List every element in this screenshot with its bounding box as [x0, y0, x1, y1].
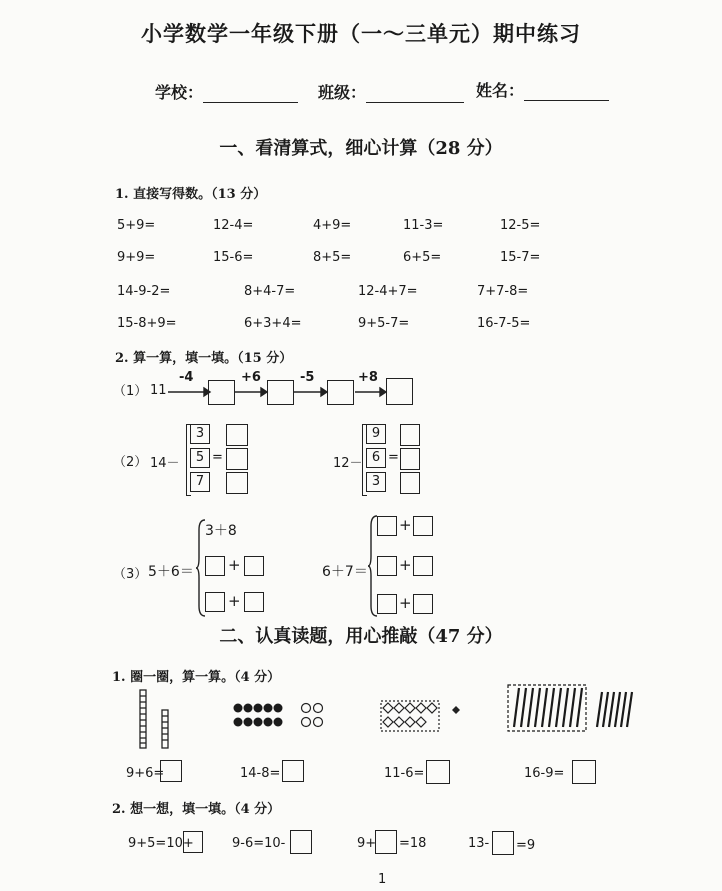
p2-left-expr: 14－ [150, 456, 180, 471]
q4-title: 2. 想一想，填一填。（4 分） [112, 802, 281, 817]
counting-rods-icon [132, 688, 172, 752]
q1-item: 11-3= [403, 218, 444, 233]
q3-title: 1. 圈一圈，算一算。（4 分） [112, 670, 281, 685]
p2-right-expr: 12－ [333, 456, 363, 471]
answer-box[interactable] [282, 760, 304, 782]
q1-item: 8+4-7= [244, 284, 296, 299]
answer-box[interactable] [226, 448, 248, 470]
answer-box[interactable] [160, 760, 182, 782]
q1-item: 15-7= [500, 250, 541, 265]
answer-box[interactable] [226, 424, 248, 446]
number-cell: 3 [190, 424, 210, 444]
answer-box[interactable] [400, 448, 420, 470]
answer-box[interactable] [183, 831, 203, 853]
q1-title: 1. 直接写得数。（13 分） [115, 187, 267, 202]
q1-item: 15-8+9= [117, 316, 177, 331]
equals-sign: = [212, 450, 223, 465]
q1-item: 6+5= [403, 250, 442, 265]
number-cell: 9 [366, 424, 386, 444]
answer-box[interactable] [290, 830, 312, 854]
answer-box[interactable] [413, 594, 433, 614]
school-blank[interactable] [203, 102, 298, 103]
answer-box[interactable] [413, 516, 433, 536]
p2-label: （2） [113, 455, 148, 470]
q2-title: 2. 算一算，填一填。（15 分） [115, 351, 293, 366]
p3-first: 3＋8 [205, 523, 237, 539]
answer-box[interactable] [386, 378, 413, 405]
q4-expr-suffix: =9 [516, 838, 536, 853]
q3-expr: 14-8= [240, 766, 281, 781]
p3-left-expr: 5＋6＝ [148, 564, 194, 580]
answer-box[interactable] [226, 472, 248, 494]
q1-item: 4+9= [313, 218, 352, 233]
p3-right-expr: 6＋7＝ [322, 564, 368, 580]
q3-expr: 9+6= [126, 766, 165, 781]
q1-item: 12-4+7= [358, 284, 418, 299]
q4-expr: 9-6=10- [232, 836, 286, 851]
q4-expr: 13- [468, 836, 490, 851]
answer-box[interactable] [244, 556, 264, 576]
p3-label: （3） [113, 567, 148, 582]
answer-box[interactable] [267, 380, 294, 405]
number-cell: 7 [190, 472, 210, 492]
q1-item: 7+7-8= [477, 284, 529, 299]
op-label: -5 [300, 370, 315, 385]
q3-expr: 11-6= [384, 766, 425, 781]
name-field[interactable] [476, 78, 609, 101]
op-label: -4 [179, 370, 194, 385]
answer-box[interactable] [205, 556, 225, 576]
number-cell: 5 [190, 448, 210, 468]
diamonds-icon [380, 700, 470, 734]
answer-box[interactable] [327, 380, 354, 405]
answer-box[interactable] [400, 424, 420, 446]
section-1-title: 一、看清算式，细心计算（28 分） [219, 138, 503, 159]
equals-sign: = [388, 450, 399, 465]
q4-expr: 9+5=10+ [128, 836, 194, 851]
sticks-icon [505, 682, 640, 734]
q1-item: 6+3+4= [244, 316, 302, 331]
plus-sign: + [228, 556, 241, 574]
dots-icon [230, 700, 330, 734]
number-cell: 6 [366, 448, 386, 468]
answer-box[interactable] [413, 556, 433, 576]
q1-item: 16-7-5= [477, 316, 531, 331]
school-field[interactable] [155, 80, 298, 103]
answer-box[interactable] [377, 594, 397, 614]
op-label: +8 [358, 370, 378, 385]
plus-sign: + [399, 516, 412, 534]
q3-expr: 16-9= [524, 766, 565, 781]
answer-box[interactable] [377, 556, 397, 576]
answer-box[interactable] [426, 760, 450, 784]
answer-box[interactable] [492, 831, 514, 855]
answer-box[interactable] [244, 592, 264, 612]
answer-box[interactable] [572, 760, 596, 784]
page-number: 1 [378, 872, 387, 887]
answer-box[interactable] [205, 592, 225, 612]
plus-sign: + [228, 592, 241, 610]
answer-box[interactable] [208, 380, 235, 405]
answer-box[interactable] [375, 830, 397, 854]
p1-start: 11 [150, 383, 167, 398]
class-field[interactable] [318, 80, 464, 103]
answer-box[interactable] [377, 516, 397, 536]
name-label: 姓名： [476, 81, 525, 100]
answer-box[interactable] [400, 472, 420, 494]
op-label: +6 [241, 370, 261, 385]
plus-sign: + [399, 556, 412, 574]
q1-item: 15-6= [213, 250, 254, 265]
page-title: 小学数学一年级下册（一～三单元）期中练习 [141, 21, 581, 46]
q1-item: 9+5-7= [358, 316, 410, 331]
class-blank[interactable] [366, 102, 464, 103]
q1-item: 12-5= [500, 218, 541, 233]
q4-expr-suffix: =18 [399, 836, 427, 851]
q1-item: 8+5= [313, 250, 352, 265]
q1-item: 14-9-2= [117, 284, 171, 299]
school-label: 学校： [155, 83, 204, 102]
class-label: 班级： [318, 83, 367, 102]
q1-item: 5+9= [117, 218, 156, 233]
plus-sign: + [399, 594, 412, 612]
section-2-title: 二、认真读题，用心推敲（47 分） [219, 626, 503, 647]
number-cell: 3 [366, 472, 386, 492]
p1-label: （1） [113, 384, 148, 399]
q1-item: 9+9= [117, 250, 156, 265]
q1-item: 12-4= [213, 218, 254, 233]
q4-expr: 9+ [357, 836, 377, 851]
name-blank[interactable] [524, 100, 609, 101]
